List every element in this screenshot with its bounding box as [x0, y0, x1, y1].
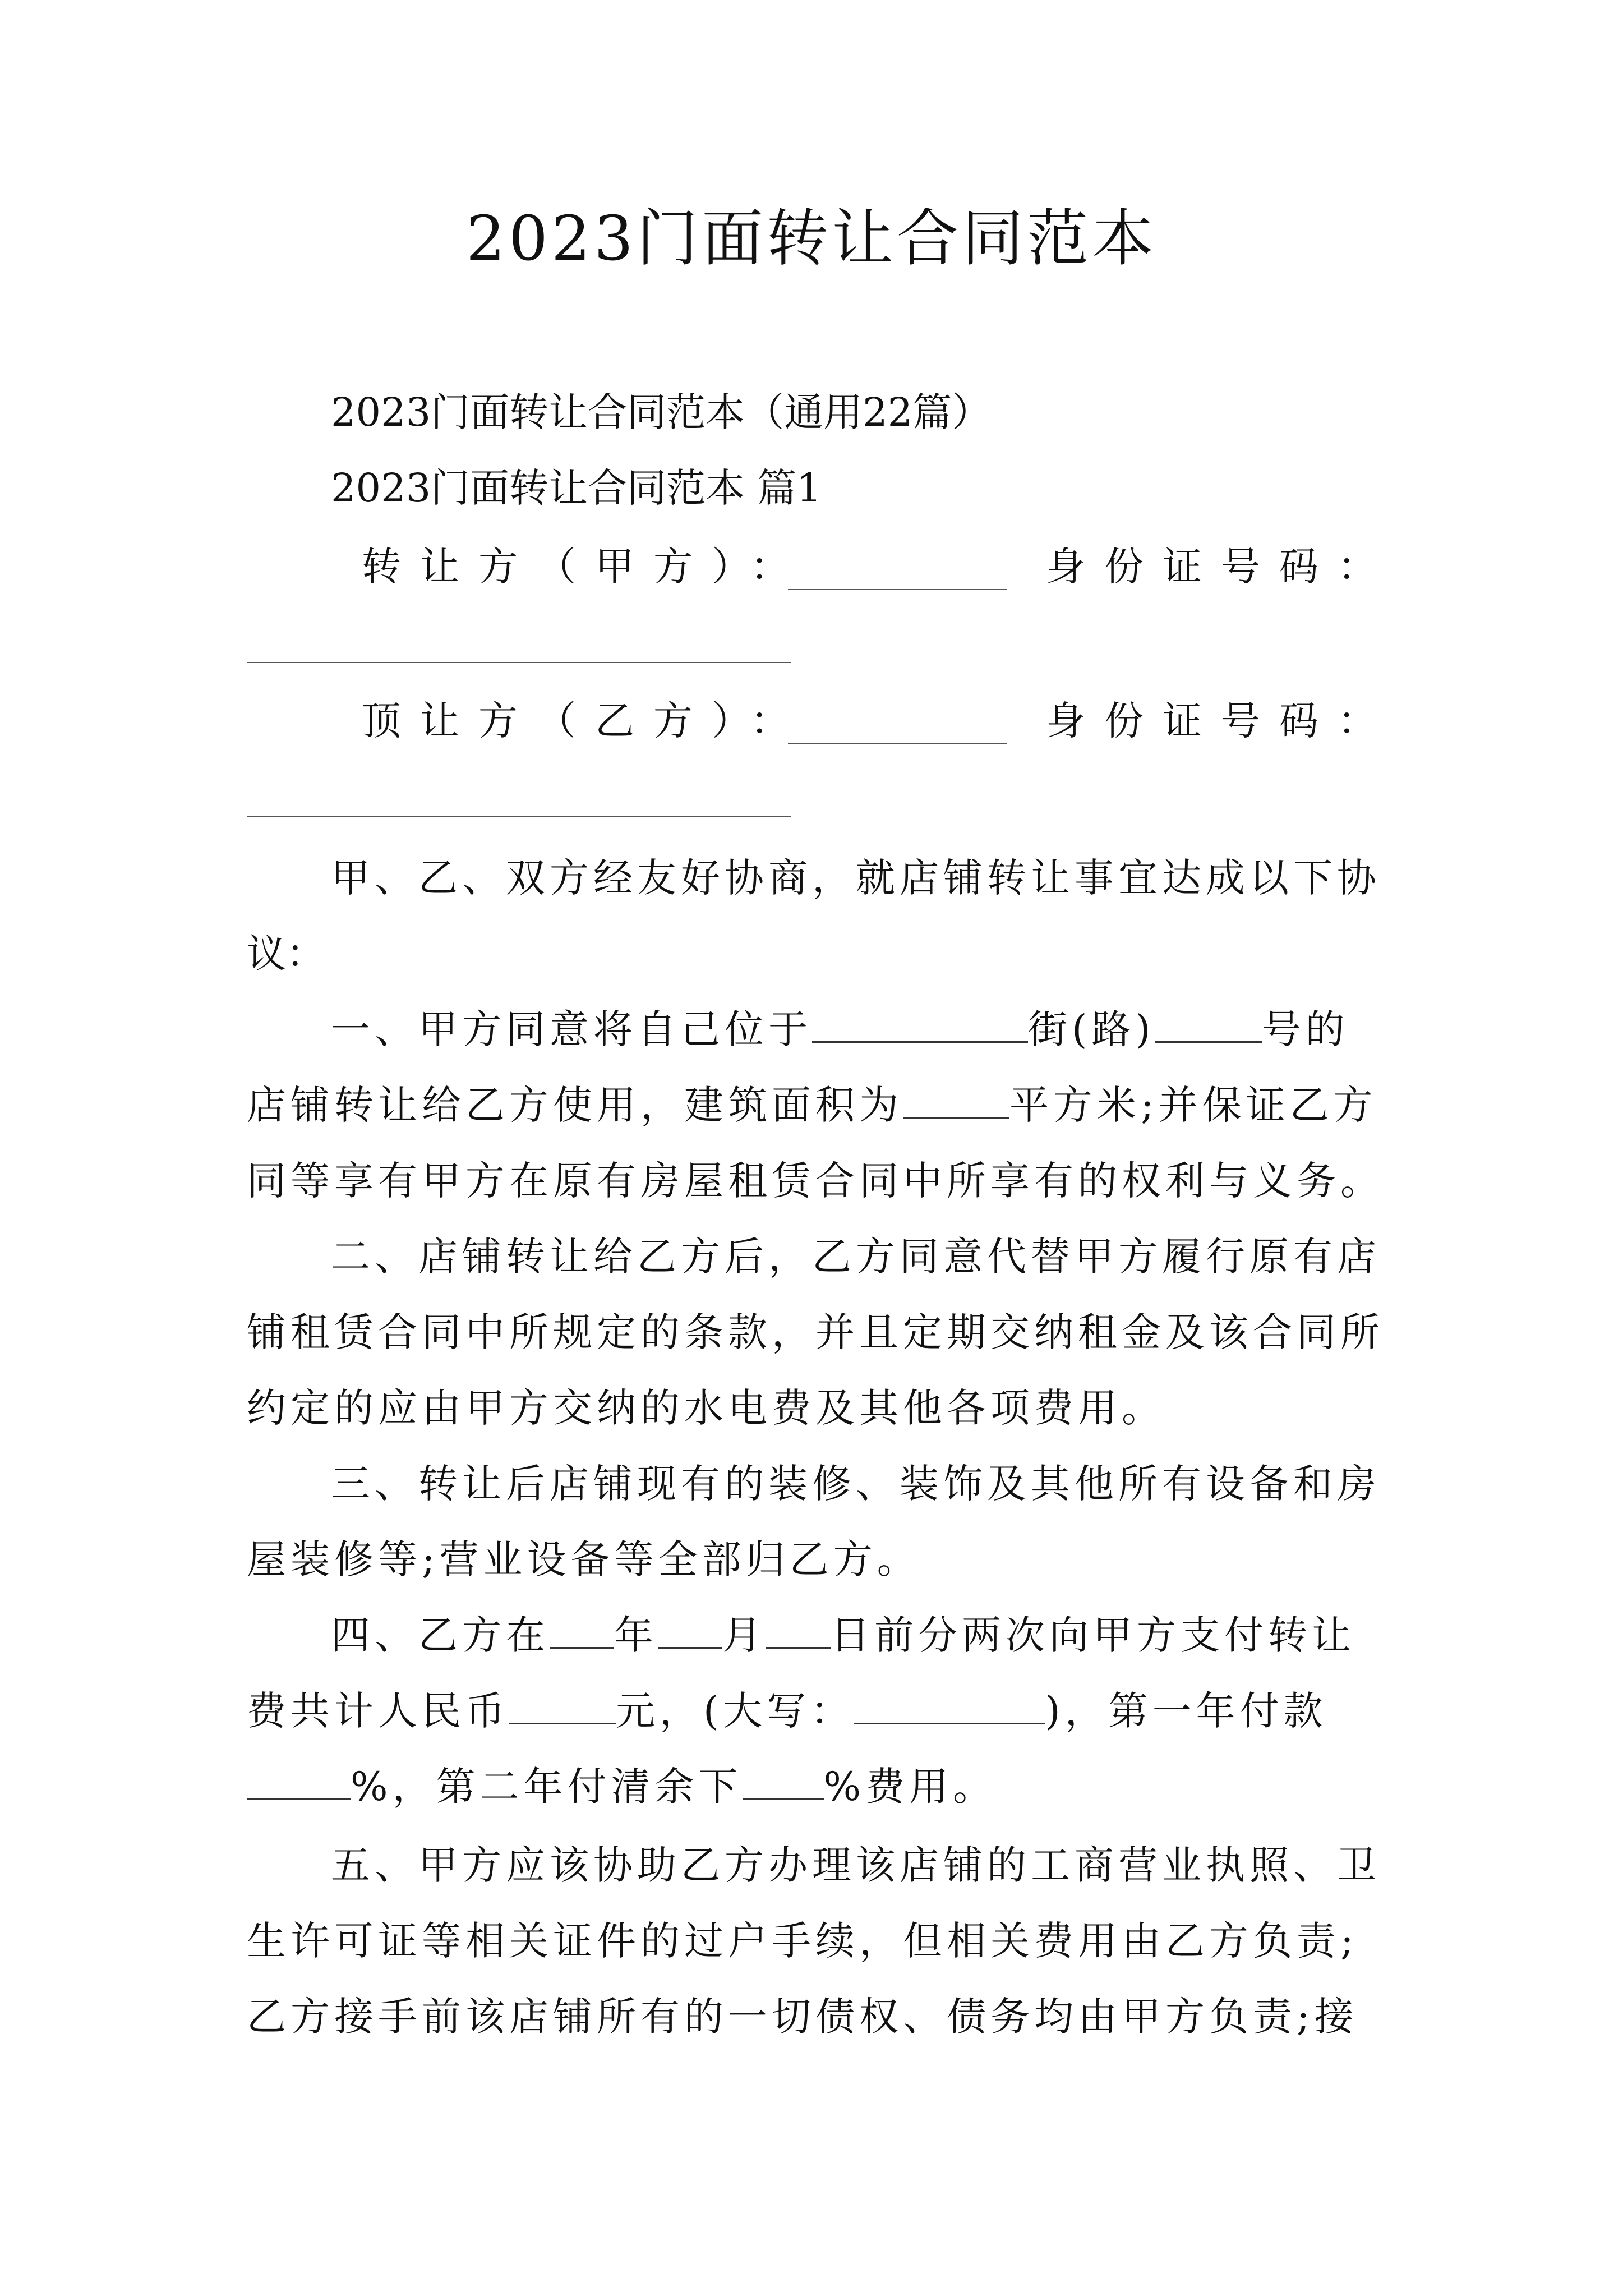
- clause-4-text-b: 年: [614, 1612, 658, 1658]
- clause-4-text-e: 费共计人民币: [247, 1688, 509, 1734]
- clause-1-line-1: [331, 1004, 1349, 1055]
- month-blank: [658, 1644, 722, 1649]
- clause-5-line-3: 乙方接手前该店铺所有的一切债权、债务均由甲方负责;接: [247, 1994, 1358, 2040]
- party-a-id-label: 身份证号码：: [1046, 544, 1396, 590]
- party-a-label: 转让方（甲方）：: [362, 544, 809, 590]
- clause-4-line-1: [331, 1610, 1355, 1660]
- clause-4-text-f: 元，(大写：: [616, 1688, 855, 1734]
- intro-line-1: 甲、乙、双方经友好协商，就店铺转让事宜达成以下协: [331, 855, 1381, 901]
- party-a-id-blank: [247, 662, 791, 663]
- clause-4-text-d: 日前分两次向甲方支付转让: [831, 1612, 1355, 1658]
- amount-in-words-blank: [854, 1719, 1045, 1724]
- clause-2-line-3: 约定的应由甲方交纳的水电费及其他各项费用。: [247, 1385, 1165, 1431]
- clause-1-line-2: [247, 1080, 1377, 1130]
- first-payment-percent-blank: [247, 1795, 351, 1800]
- document-title: 2023门面转让合同范本: [466, 203, 1157, 274]
- clause-2-line-1: 二、店铺转让给乙方后，乙方同意代替甲方履行原有店: [331, 1234, 1381, 1280]
- clause-5-line-1: 五、甲方应该协助乙方办理该店铺的工商营业执照、卫: [331, 1842, 1381, 1888]
- street-blank: [812, 1038, 1028, 1043]
- party-b-id-label: 身份证号码：: [1046, 698, 1396, 744]
- clause-4-text-g: )，第一年付款: [1045, 1688, 1327, 1734]
- clause-1-text-a: 一、甲方同意将自己位于: [331, 1006, 812, 1052]
- party-b-name-blank: [788, 743, 1007, 744]
- clause-2-line-2: 铺租赁合同中所规定的条款，并且定期交纳租金及该合同所: [247, 1309, 1384, 1355]
- party-a-name-blank: [788, 589, 1007, 590]
- clause-1-text-e: 平方米;并保证乙方: [1009, 1082, 1377, 1128]
- clause-4-text-h: %，第二年付清余下: [351, 1764, 743, 1810]
- clause-3-line-1: 三、转让后店铺现有的装修、装饰及其他所有设备和房: [331, 1461, 1381, 1507]
- clause-1-text-c: 号的: [1261, 1006, 1349, 1052]
- clause-3-line-2: 屋装修等;营业设备等全部归乙方。: [247, 1536, 921, 1582]
- area-blank: [903, 1114, 1009, 1119]
- amount-blank: [509, 1719, 616, 1724]
- clause-4-text-c: 月: [722, 1612, 766, 1658]
- party-b-label: 顶让方（乙方）：: [362, 698, 809, 744]
- clause-4-line-2: [247, 1686, 1327, 1736]
- clause-1-text-d: 店铺转让给乙方使用，建筑面积为: [247, 1082, 903, 1128]
- section-heading: 2023门面转让合同范本 篇1: [331, 465, 822, 511]
- clause-5-line-2: 生许可证等相关证件的过户手续，但相关费用由乙方负责;: [247, 1918, 1358, 1964]
- clause-4-line-3: [247, 1761, 997, 1812]
- intro-line-2: 议：: [247, 931, 325, 977]
- party-b-id-blank: [247, 816, 791, 817]
- clause-1-text-b: 街(路): [1028, 1006, 1155, 1052]
- number-blank: [1155, 1038, 1262, 1043]
- clause-4-text-i: %费用。: [823, 1764, 997, 1810]
- document-subtitle: 2023门面转让合同范本（通用22篇）: [331, 389, 992, 435]
- remaining-percent-blank: [743, 1795, 824, 1800]
- day-blank: [766, 1644, 831, 1649]
- clause-4-text-a: 四、乙方在: [331, 1612, 550, 1658]
- year-blank: [550, 1644, 614, 1649]
- clause-1-line-3: 同等享有甲方在原有房屋租赁合同中所享有的权利与义务。: [247, 1158, 1384, 1204]
